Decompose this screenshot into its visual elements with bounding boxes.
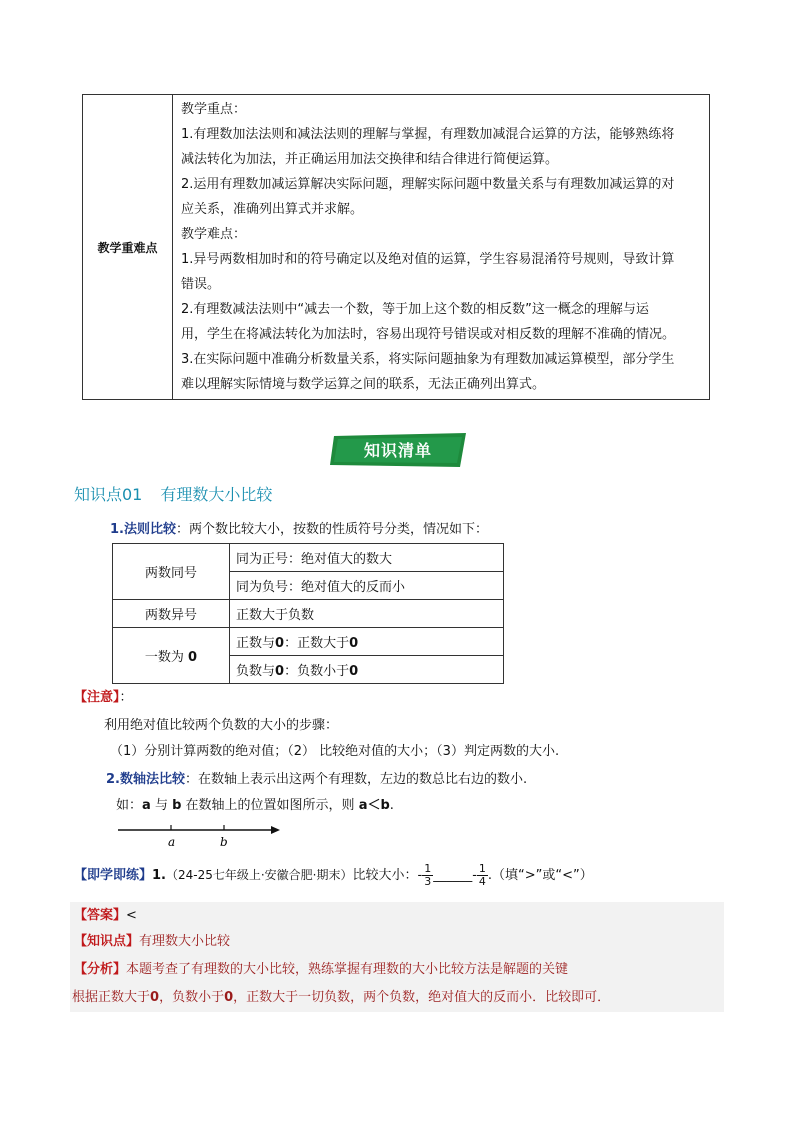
keypoints-line: 1.有理数加法法则和减法法则的理解与掌握，有理数加减混合运算的方法，能够熟练将 — [181, 127, 675, 142]
cell-zero: 0 — [275, 664, 285, 679]
cell-text: 负数与 — [236, 664, 276, 679]
table-row — [113, 600, 504, 628]
example-mid: 与 — [154, 798, 168, 813]
number-line-figure — [114, 820, 284, 850]
category-prefix: 一数为 — [144, 650, 184, 665]
explanation-text: 根据正数大于 — [72, 990, 151, 1005]
cell-text: ：负数小于 — [284, 664, 350, 679]
example-text: 在数轴上的位置如图所示，则 — [185, 798, 355, 813]
table-row — [113, 544, 504, 572]
example-b: b — [172, 798, 182, 813]
keypoints-line: 用，学生在将减法转化为加法时，容易出现符号错误或对相反数的理解不准确的情况。 — [181, 327, 676, 342]
note-line: （1）分别计算两数的绝对值；（2） 比较绝对值的大小；（3）判定两数的大小. — [110, 744, 560, 759]
fraction-2 — [477, 863, 488, 888]
explanation-zero: 0 — [224, 990, 234, 1005]
numberline-compare-line — [106, 768, 527, 787]
fraction-1 — [422, 863, 433, 888]
cell-zero: 0 — [275, 636, 285, 651]
knowledge-value: 有理数大小比较 — [139, 934, 231, 949]
keypoints-line: 教学难点： — [181, 227, 247, 242]
teaching-keypoints-table — [82, 94, 710, 400]
analysis-line — [74, 958, 568, 977]
rule-compare-label: 1.法则比较 — [110, 522, 176, 537]
keypoints-content — [181, 97, 703, 397]
keypoints-line: 2.有理数减法法则中“减去一个数，等于加上这个数的相反数”这一概念的理解与运 — [181, 302, 649, 317]
fraction-numerator: 1 — [478, 862, 486, 875]
fraction-denominator: 3 — [424, 875, 432, 888]
keypoints-line: 教学重点： — [181, 102, 247, 117]
keypoints-line: 错误。 — [181, 277, 221, 292]
practice-suffix: .（填“>”或“<”） — [487, 868, 593, 883]
explanation-zero: 0 — [150, 990, 160, 1005]
knowledge-point-title — [74, 482, 272, 505]
category-zero: 0 — [188, 650, 198, 665]
numberline-compare-text: ：在数轴上表示出这两个有理数，左边的数总比右边的数小. — [184, 772, 528, 787]
axis-label-b: b — [220, 835, 228, 849]
table-cell: 同为正号：绝对值大的数大 — [230, 544, 504, 572]
numberline-compare-label: 2.数轴法比较 — [106, 772, 185, 787]
explanation-line — [72, 986, 610, 1005]
keypoints-line: 应关系，准确列出算式并求解。 — [181, 202, 364, 217]
note-line: 利用绝对值比较两个负数的大小的步骤： — [104, 718, 339, 733]
practice-number: 1. — [152, 868, 166, 883]
example-a: a — [142, 798, 151, 813]
answer-value: < — [126, 908, 137, 923]
cell-zero: 0 — [349, 636, 359, 651]
example-result: a＜b — [358, 798, 390, 813]
keypoints-line: 1.异号两数相加时和的符号确定以及绝对值的运算，学生容易混淆符号规则，导致计算 — [181, 252, 675, 267]
knowledge-label: 【知识点】 — [74, 934, 140, 949]
table-cell — [230, 628, 504, 656]
practice-label: 【即学即练】 — [74, 868, 153, 883]
table-header-cell: 教学重难点 — [83, 95, 173, 399]
rule-compare-line — [110, 518, 488, 537]
answer-blank[interactable]: ______ — [433, 868, 473, 883]
note-heading — [74, 686, 133, 705]
practice-prompt: 比较大小： — [352, 868, 418, 883]
section-banner — [330, 431, 466, 467]
fraction-sign: - — [472, 868, 477, 883]
table-cell: 正数大于负数 — [230, 600, 504, 628]
table-row — [113, 628, 504, 656]
note-colon: ： — [119, 690, 133, 705]
answer-label: 【答案】 — [74, 908, 127, 923]
example-end: . — [389, 798, 394, 813]
cell-text: 正数与 — [236, 636, 276, 651]
table-category-cell: 两数异号 — [113, 600, 230, 628]
analysis-value: 本题考查了有理数的大小比较，熟练掌握有理数的大小比较方法是解题的关键 — [126, 962, 569, 977]
note-label: 【注意】 — [74, 690, 120, 705]
numberline-example — [116, 794, 394, 813]
keypoints-line: 难以理解实际情境与数学运算之间的联系，无法正确列出算式。 — [181, 377, 546, 392]
knowledge-point-number: 知识点01 — [74, 485, 143, 504]
rule-compare-text: ：两个数比较大小，按数的性质符号分类，情况如下： — [175, 522, 488, 537]
practice-source: （24-25七年级上·安徽合肥·期末） — [166, 868, 353, 882]
keypoints-line: 2.运用有理数加减运算解决实际问题，理解实际问题中数量关系与有理数加减运算的对 — [181, 177, 675, 192]
explanation-text: ，正数大于一切负数，两个负数，绝对值大的反而小．比较即可． — [233, 990, 611, 1005]
explanation-text: ，负数小于 — [159, 990, 225, 1005]
keypoints-line: 3.在实际问题中准确分析数量关系，将实际问题抽象为有理数加减运算模型，部分学生 — [181, 352, 675, 367]
analysis-label: 【分析】 — [74, 962, 127, 977]
fraction-denominator: 4 — [478, 875, 486, 888]
practice-question — [74, 862, 593, 889]
table-category-cell: 两数同号 — [113, 544, 230, 600]
answer-line — [74, 904, 137, 923]
rule-table — [112, 543, 504, 684]
axis-label-a: a — [168, 835, 176, 849]
answer-knowledge-line — [74, 930, 230, 949]
example-prefix: 如： — [116, 798, 143, 813]
keypoints-line: 减法转化为加法，并正确运用加法交换律和结合律进行简便运算。 — [181, 152, 559, 167]
number-line-arrow — [271, 826, 280, 834]
cell-text: ：正数大于 — [284, 636, 350, 651]
table-cell: 同为负号：绝对值大的反而小 — [230, 572, 504, 600]
knowledge-point-name: 有理数大小比较 — [160, 485, 273, 504]
cell-zero: 0 — [349, 664, 359, 679]
fraction-sign: - — [417, 868, 423, 883]
fraction-numerator: 1 — [424, 862, 432, 875]
table-category-cell — [113, 628, 230, 684]
table-cell — [230, 656, 504, 684]
banner-title: 知识清单 — [363, 440, 432, 460]
